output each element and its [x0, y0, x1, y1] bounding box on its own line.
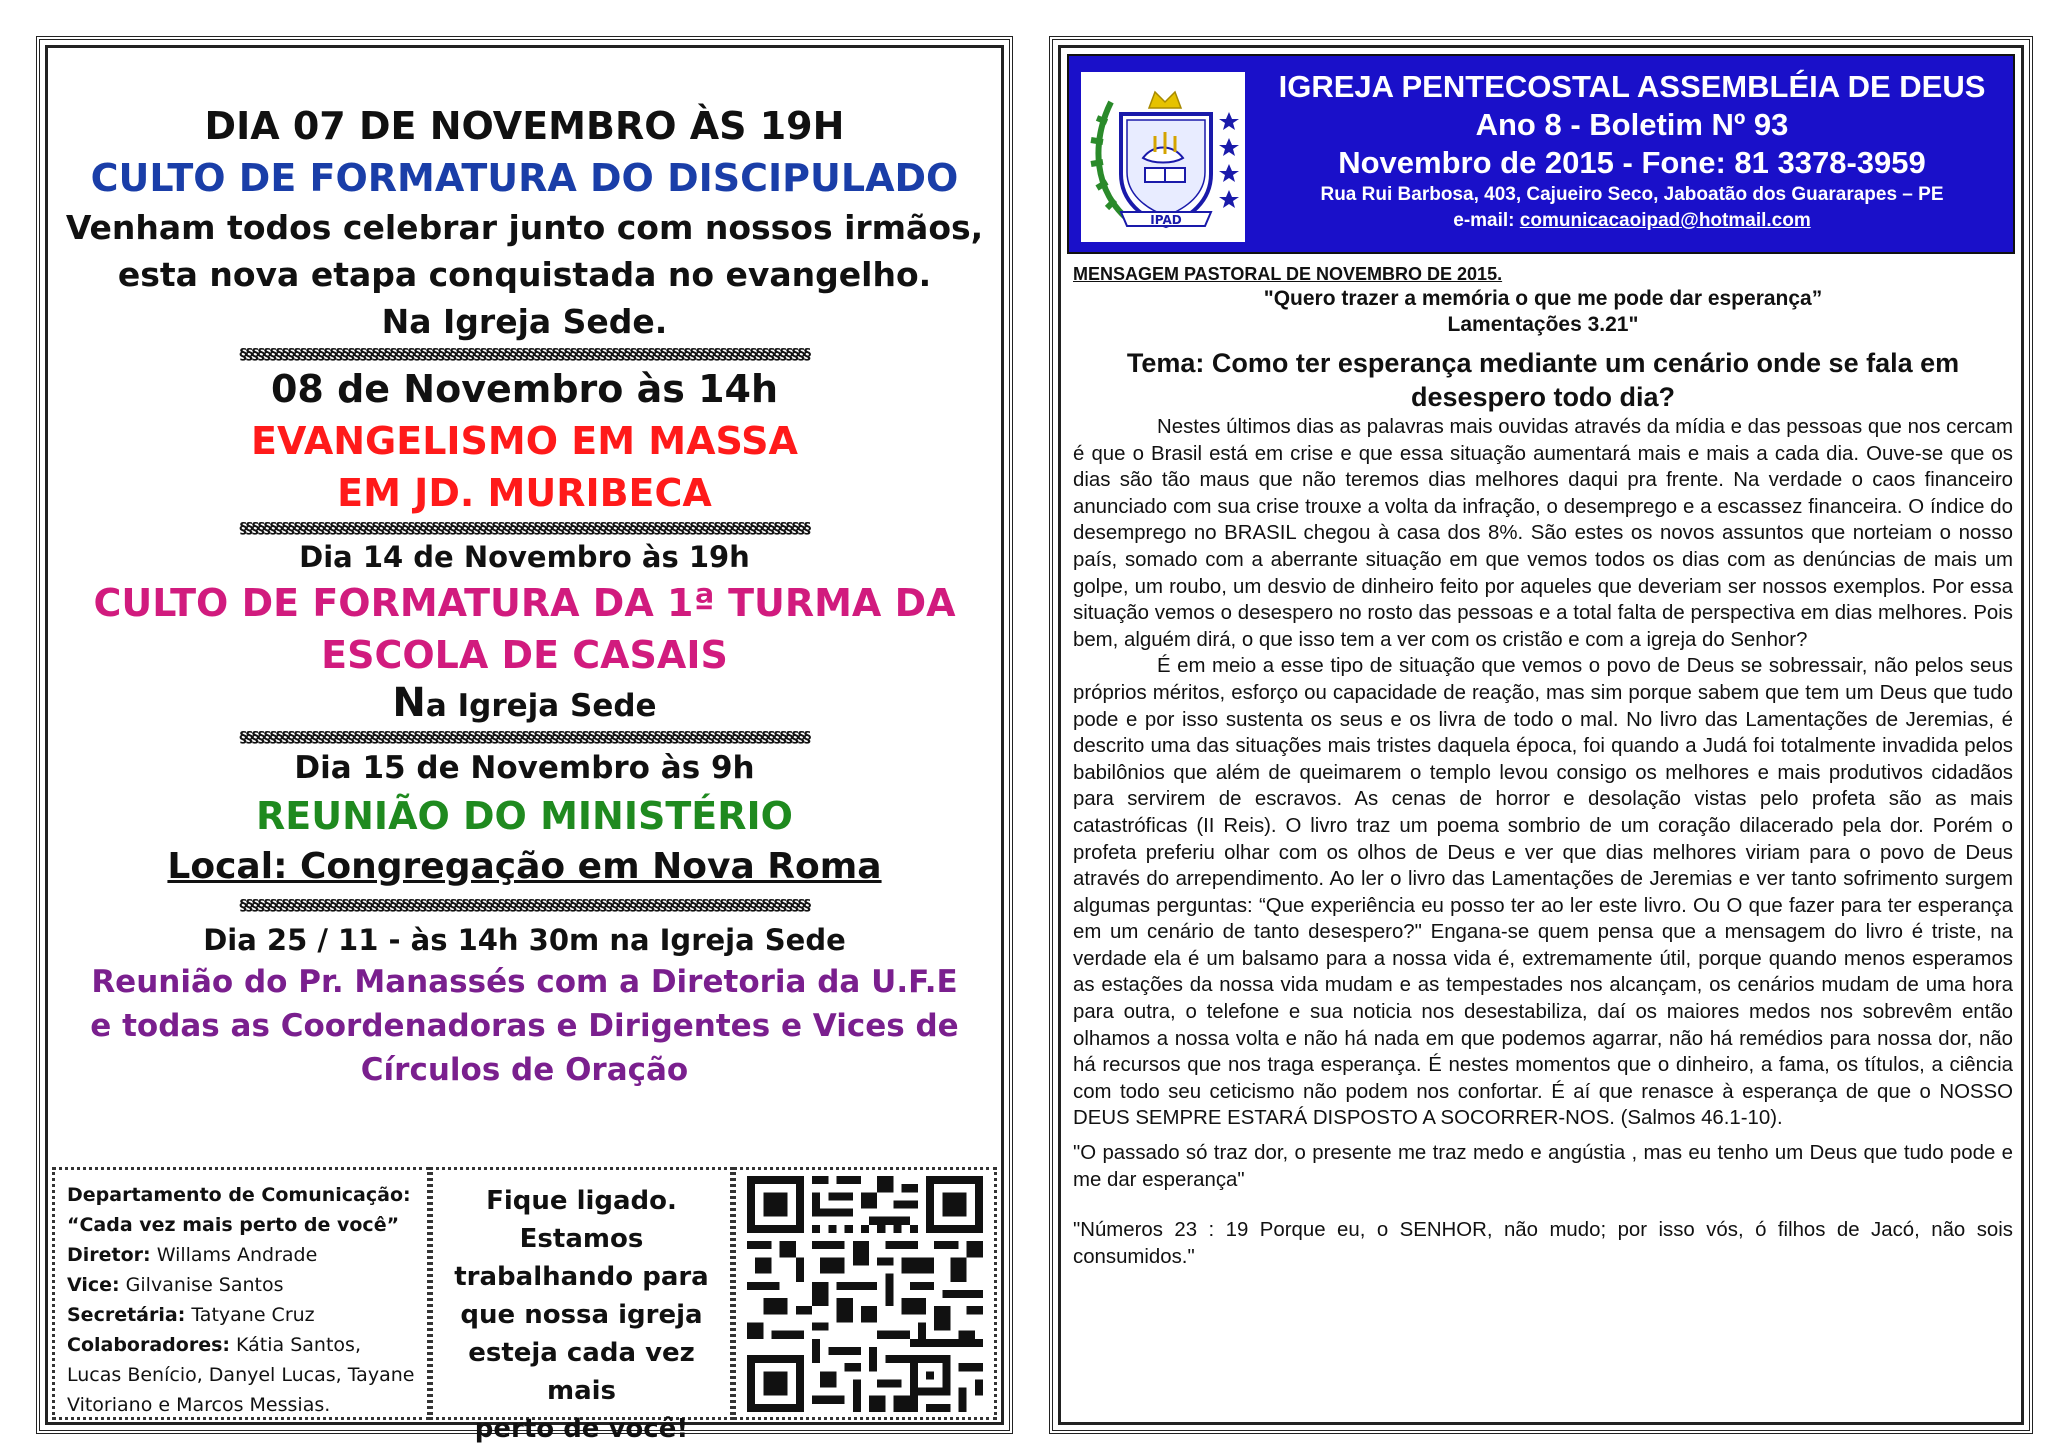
event-title: EVANGELISMO EM MASSA [251, 419, 798, 463]
church-name: IGREJA PENTECOSTAL ASSEMBLÉIA DE DEUS [1278, 69, 1986, 104]
svg-text:IPAD: IPAD [1150, 213, 1182, 227]
qr-code-box [733, 1167, 997, 1420]
bulletin-date-phone: Novembro de 2015 - Fone: 81 3378-3959 [1338, 145, 1926, 180]
event-place: Local: Congregação em Nova Roma [167, 846, 882, 887]
fique-line: trabalhando para [454, 1262, 709, 1292]
message-paragraph: É em meio a esse tipo de situação que vemos o povo de Deus se sobressair, não pelos seus próprios méritos, esforço ou capacidade de reação, mas sim porque sabem que tem um Deus que tudo pode e por isso sustenta os seus e os livra de todo o mal. No livro das Lamentações de Jeremias, é descrito uma das situações mais tristes daquela época, foi quando a Judá foi totalmente invadida pelos babilônios que além de queimarem o templo levou consigo os melhores e mais produtivos cidadãos para servirem de escravos. As cenas de horror e desolação vistas pelo profeta são as mais catastróficas (II Reis). O livro traz um poema sombrio de um coração dilacerado pela dor. Porém o profeta preferiu olhar com os olhos de Deus e ver que dias melhores viriam para o povo de Deus através do arrependimento. Ao ler o livro das Lamentações de Jeremias e ver tanto sofrimento surgem algumas perguntas: “Que experiência eu posso ter ao ler este livro. Ou O que fazer para ter esperança em um cenário de tanto desespero?" Engana-se quem pensa que a mensagem do livro é triste, na verdade ela é um balsamo para a nossa vida é, extremamente útil, porque quando menos esperamos as estações da nossa vida mudam e as tempestades nos alcançam, os cenários mudam de uma hora para outra, o telefone e sua noticia nos desestabiliza, daí os maiores medos nos sobrevêm então olhamos a nossa volta e não há nada em que podemos agarrar, não há remédios para nossa dor, não há recursos que nos traga esperança. É nestes momentos que o dinheiro, a fama, os títulos, a ciência com todo seu ceticismo não podem nos confortar. É aí que renasce à esperança de que o NOSSO DEUS SEMPRE ESTARÁ DISPOSTO A SOCORRER-NOS. (Salmos 46.1-10). [1073, 655, 2013, 1130]
event-text: esta nova etapa conquistada no evangelho. [117, 255, 932, 294]
separator: §§§§§§§§§§§§§§§§§§§§§§§§§§§§§§§§§§§§§§§§§§§§§§§§§§§§§§§§§§§§§§§§§§§§§§§§§§§§§§§§§§§§§§§§§§§§§§§ [239, 896, 810, 914]
dept-vice: Vice: Gilvanise Santos [67, 1274, 284, 1296]
fique-line: que nossa igreja [460, 1300, 703, 1330]
qr-code-icon [747, 1176, 983, 1412]
event-place [56, 681, 993, 728]
fique-line: Fique ligado. [486, 1186, 677, 1216]
separator: §§§§§§§§§§§§§§§§§§§§§§§§§§§§§§§§§§§§§§§§§§§§§§§§§§§§§§§§§§§§§§§§§§§§§§§§§§§§§§§§§§§§§§§§§§§§§§§ [239, 728, 810, 746]
message-paragraph: Nestes últimos dias as palavras mais ouvidas através da mídia e das pessoas que nos cercam é que o Brasil está em crise e que essa situação aumentará mais e mais a cada dia. Ouve-se que os dias são tão maus que não teremos dias melhores daqui pra frente. Na verdade o caos financeiro anunciado com sua crise trouxe a volta da infração, o desemprego e a escassez financeira. O índice do desemprego no BRASIL chegou à casa dos 8%. São estes os novos assuntos que norteiam o nosso país, somado com a aberrante situação em que vemos todos os dias com as denúncias de mais um golpe, um roubo, um desvio de dinheiro feito por aqueles que deveriam ser nossos exemplos. Por essa situação vemos o desespero no rosto das pessoas e a total falta de perspectiva em dias melhores. Pois bem, alguém dirá, o que isso tem a ver com os cristão e com a igreja do Senhor? [1073, 416, 2013, 651]
dept-motto: “Cada vez mais perto de você” [67, 1214, 400, 1236]
event-date: 08 de Novembro às 14h [270, 367, 779, 411]
event-title: ESCOLA DE CASAIS [321, 633, 728, 677]
event-title: Círculos de Oração [360, 1052, 689, 1088]
church-logo [1081, 72, 1245, 242]
message-quote: "Quero trazer a memória o que me pode dar esperança” Lamentações 3.21" [1263, 287, 1823, 336]
fique-line: Estamos [519, 1224, 644, 1254]
church-email: e-mail: comunicacaoipad@hotmail.com [1453, 210, 1811, 231]
event-evangelismo [56, 363, 993, 519]
dept-director: Diretor: Willams Andrade [67, 1244, 318, 1266]
fique-ligado-box [430, 1167, 733, 1444]
event-escola-casais [56, 537, 993, 728]
church-emblem-icon [1081, 72, 1245, 242]
separator: §§§§§§§§§§§§§§§§§§§§§§§§§§§§§§§§§§§§§§§§§§§§§§§§§§§§§§§§§§§§§§§§§§§§§§§§§§§§§§§§§§§§§§§§§§§§§§§ [239, 519, 810, 537]
event-date: Dia 25 / 11 - às 14h 30m na Igreja Sede [203, 923, 846, 957]
bulletin-number: Ano 8 - Boletim Nº 93 [1475, 107, 1789, 142]
event-title: CULTO DE FORMATURA DA 1ª TURMA DA [93, 581, 956, 625]
separator: §§§§§§§§§§§§§§§§§§§§§§§§§§§§§§§§§§§§§§§§§§§§§§§§§§§§§§§§§§§§§§§§§§§§§§§§§§§§§§§§§§§§§§§§§§§§§§§ [239, 345, 810, 363]
message-verse: "Números 23 : 19 Porque eu, o SENHOR, não mudo; por isso vós, ó filhos de Jacó, não sois consumidos." [1073, 1219, 2013, 1268]
dept-title: Departamento de Comunicação: [67, 1184, 411, 1206]
message-closing-quote: "O passado só traz dor, o presente me traz medo e angústia , mas eu tenho um Deus que tudo pode e me dar esperança" [1073, 1142, 2013, 1191]
church-address: Rua Rui Barbosa, 403, Cajueiro Seco, Jaboatão dos Guararapes – PE [1320, 184, 1944, 205]
bulletin-header [1067, 54, 2015, 254]
header-text [1259, 68, 2005, 234]
fique-line: esteja cada vez mais [468, 1338, 695, 1406]
event-text: Venham todos celebrar junto com nossos irmãos, [65, 208, 984, 247]
email-link[interactable]: comunicacaoipad@hotmail.com [1519, 210, 1811, 231]
bulletin-panel [1049, 36, 2033, 1434]
pastoral-message [1073, 262, 2013, 1420]
event-discipulado [56, 100, 993, 345]
event-reuniao-ufe [56, 920, 993, 1092]
event-date: Dia 15 de Novembro às 9h [294, 750, 755, 786]
event-title: CULTO DE FORMATURA DO DISCIPULADO [90, 156, 959, 200]
event-title: REUNIÃO DO MINISTÉRIO [256, 794, 793, 838]
events-panel [36, 36, 1013, 1444]
department-box [52, 1167, 430, 1420]
event-place-initial: N [392, 680, 426, 726]
message-theme: Tema: Como ter esperança mediante um cenário onde se fala em desespero todo dia? [1126, 348, 1960, 412]
fique-line: perto de você! [474, 1414, 689, 1444]
dept-collaborators: Colaboradores: Kátia Santos, Lucas Benício, Danyel Lucas, Tayane Vitoriano e Marcos Messias. [67, 1334, 415, 1416]
event-text: Na Igreja Sede. [381, 302, 668, 341]
event-date: Dia 14 de Novembro às 19h [299, 540, 750, 574]
dept-secretary: Secretária: Tatyane Cruz [67, 1304, 315, 1326]
event-place-rest: a Igreja Sede [425, 688, 657, 724]
event-date: DIA 07 DE NOVEMBRO ÀS 19H [204, 104, 845, 148]
footer-boxes [52, 1167, 997, 1444]
event-ministerio [56, 746, 993, 892]
event-title: e todas as Coordenadoras e Dirigentes e Vices de [90, 1008, 959, 1044]
event-title: EM JD. MURIBECA [337, 471, 712, 515]
message-heading: MENSAGEM PASTORAL DE NOVEMBRO DE 2015. [1073, 264, 1503, 284]
event-title: Reunião do Pr. Manassés com a Diretoria da U.F.E [91, 964, 958, 1000]
